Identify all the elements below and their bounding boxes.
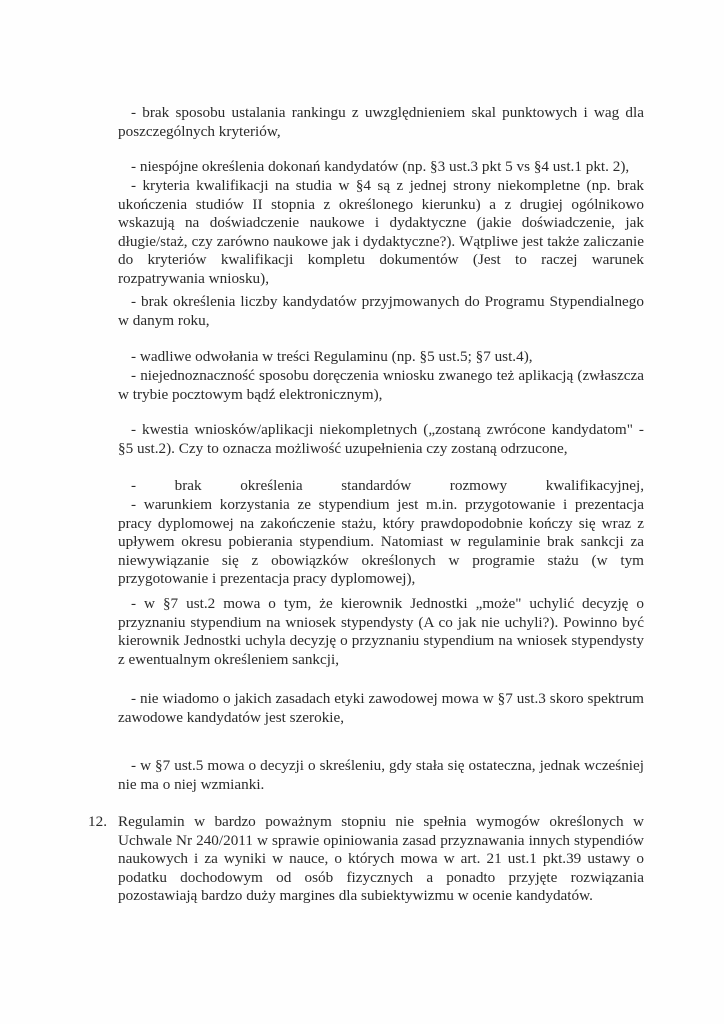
paragraph-dokonania: - niespójne określenia dokonań kandydatów (np. §3 ust.3 pkt 5 vs §4 ust.1 pkt. 2), — [131, 158, 630, 175]
paragraph-uchylenie: - w §7 ust.2 mowa o tym, że kierownik Jednostki „może" uchylić decyzję o przyznaniu stypendium na wniosek stypendysty (A co jak nie uchyli?). Powinno być kierownik Jednostki uchyla decyzję o przyznaniu stypendium na wniosek stypendysty z ewentualnym określeniem sankcji, — [118, 595, 644, 668]
paragraph-kryteria: - kryteria kwalifikacji na studia w §4 są z jednej strony niekompletne (np. brak ukończenia studiów II stopnia z określonego kierunku) a z drugiej ogólnikowo wskazują na doświadczenie naukowe i dydaktyczne (jakie doświadczenie, jak długie/staż, czy zarówno naukowe jak i dydaktyczne?). Wątpliwe jest także zaliczanie do kryteriów kwalifikacji kompletu dokumentów (Jest to raczej warunek rozpatrywania wniosku), — [118, 177, 644, 287]
paragraph-warunek: - warunkiem korzystania ze stypendium jest m.in. przygotowanie i prezentacja pracy dyplomowej na zakończenie stażu, który prawdopodobnie kończy się wraz z upływem okresu pobierania stypendium. Natomiast w regulaminie brak sankcji za niewywiązanie się z obowiązków określonych w programie stażu (w tym przygotowanie i prezentacja pracy dyplomowej), — [118, 496, 644, 588]
paragraph-rozmowa: - brak określenia standardów rozmowy kwalifikacyjnej, — [131, 477, 644, 494]
numbered-item-12 — [88, 813, 644, 906]
paragraph-etyka: - nie wiadomo o jakich zasadach etyki zawodowej mowa w §7 ust.3 skoro spektrum zawodowe kandydatów jest szerokie, — [118, 690, 644, 726]
paragraph-ranking: - brak sposobu ustalania rankingu z uwzględnieniem skal punktowych i wag dla poszczególnych kryteriów, — [118, 104, 644, 140]
item-number: 12. — [88, 813, 107, 830]
paragraph-odwolania: - wadliwe odwołania w treści Regulaminu (np. §5 ust.5; §7 ust.4), — [131, 348, 533, 365]
paragraph-skreslenie: - w §7 ust.5 mowa o decyzji o skreśleniu, gdy stała się ostateczna, jednak wcześniej nie ma o niej wzmianki. — [118, 757, 644, 793]
paragraph-niekompletne: - kwestia wniosków/aplikacji niekompletnych („zostaną zwrócone kandydatom" - §5 ust.2). Czy to oznacza możliwość uzupełnienia czy zostaną odrzucone, — [118, 421, 644, 457]
paragraph-liczba: - brak określenia liczby kandydatów przyjmowanych do Programu Stypendialnego w danym roku, — [118, 293, 644, 329]
paragraph-doreczenie: - niejednoznaczność sposobu doręczenia wniosku zwanego też aplikacją (zwłaszcza w trybie pocztowym bądź elektronicznym), — [118, 367, 644, 403]
item-text: Regulamin w bardzo poważnym stopniu nie spełnia wymogów określonych w Uchwale Nr 240/2011 w sprawie opiniowania zasad przyznawania innych stypendiów naukowych i za wyniki w nauce, o których mowa w art. 21 ust.1 pkt.39 ustawy o podatku dochodowym od osób fizycznych a ponadto przyjęte rozwiązania pozostawiają bardzo duży margines dla subiektywizmu w ocenie kandydatów. — [118, 813, 644, 905]
